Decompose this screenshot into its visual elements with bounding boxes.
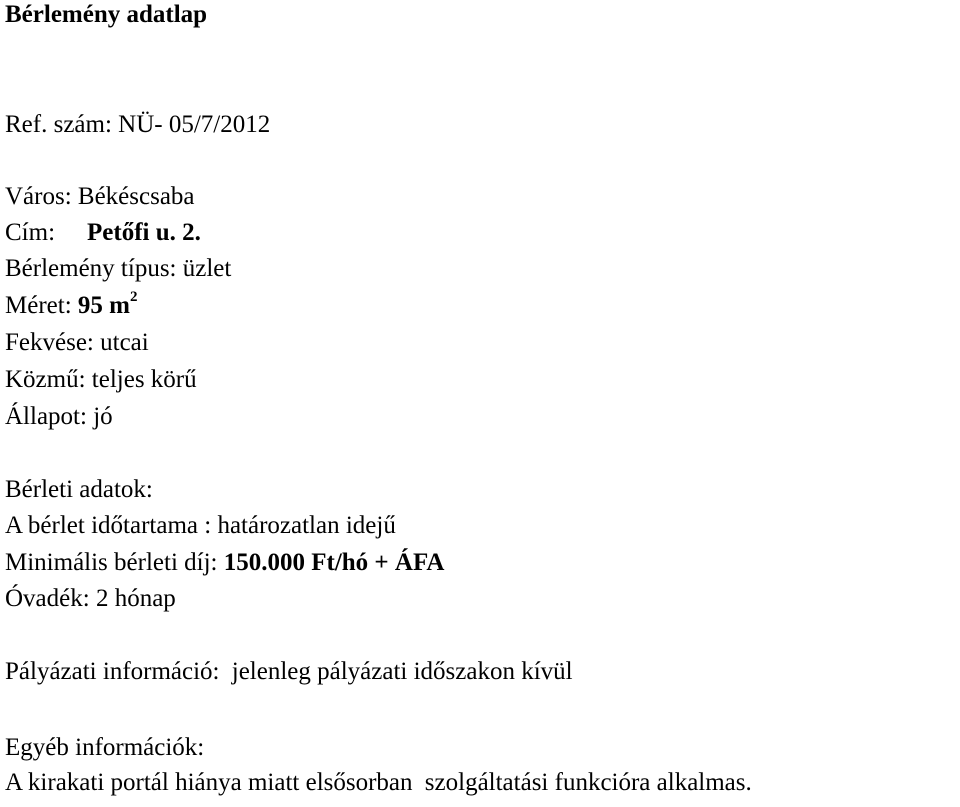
other-text-a: A kirakati portál hiánya miatt elsősorban — [5, 769, 413, 796]
other-text-row — [5, 768, 752, 798]
address-value: Petőfi u. 2. — [87, 219, 201, 246]
rental-heading: Bérleti adatok: — [5, 476, 153, 503]
tender-value: jelenleg pályázati időszakon kívül — [231, 658, 573, 685]
condition-value: jó — [93, 403, 113, 430]
duration-label: A bérlet időtartama : — [5, 512, 212, 539]
size-label: Méret: — [5, 292, 72, 319]
deposit-row — [5, 584, 176, 614]
size-value: 95 m — [77, 292, 130, 319]
other-text-b: szolgáltatási funkcióra alkalmas. — [424, 769, 752, 796]
duration-value: határozatlan idejű — [217, 512, 396, 539]
utilities-value: teljes körű — [91, 366, 197, 393]
ref-number-label: Ref. szám: — [5, 111, 112, 138]
ref-number-row — [5, 110, 270, 140]
address-label: Cím: — [5, 219, 56, 246]
orientation-row — [5, 328, 149, 358]
tender-row — [5, 657, 573, 687]
address-row — [5, 218, 201, 248]
tender-label: Pályázati információ: — [5, 658, 220, 685]
size-row — [5, 291, 137, 321]
city-value: Békéscsaba — [77, 183, 195, 210]
utilities-label: Közmű: — [5, 366, 86, 393]
city-label: Város: — [5, 183, 72, 210]
size-unit-superscript: 2 — [129, 289, 138, 305]
duration-row — [5, 511, 396, 541]
condition-row — [5, 402, 113, 432]
min-fee-value: 150.000 Ft/hó + ÁFA — [223, 549, 445, 576]
min-fee-row — [5, 548, 444, 578]
orientation-value: utcai — [100, 329, 149, 356]
utilities-row — [5, 365, 197, 395]
orientation-label: Fekvése: — [5, 329, 94, 356]
condition-label: Állapot: — [5, 403, 87, 430]
deposit-label: Óvadék: — [5, 585, 90, 612]
other-heading: Egyéb információk: — [5, 734, 205, 761]
type-row — [5, 254, 231, 284]
ref-number-value: NÜ- 05/7/2012 — [118, 111, 271, 138]
city-row — [5, 182, 195, 212]
min-fee-label: Minimális bérleti díj: — [5, 549, 218, 576]
page-title: Bérlemény adatlap — [5, 1, 208, 28]
deposit-value: 2 hónap — [95, 585, 176, 612]
type-label: Bérlemény típus: — [5, 255, 177, 282]
type-value: üzlet — [182, 255, 232, 282]
